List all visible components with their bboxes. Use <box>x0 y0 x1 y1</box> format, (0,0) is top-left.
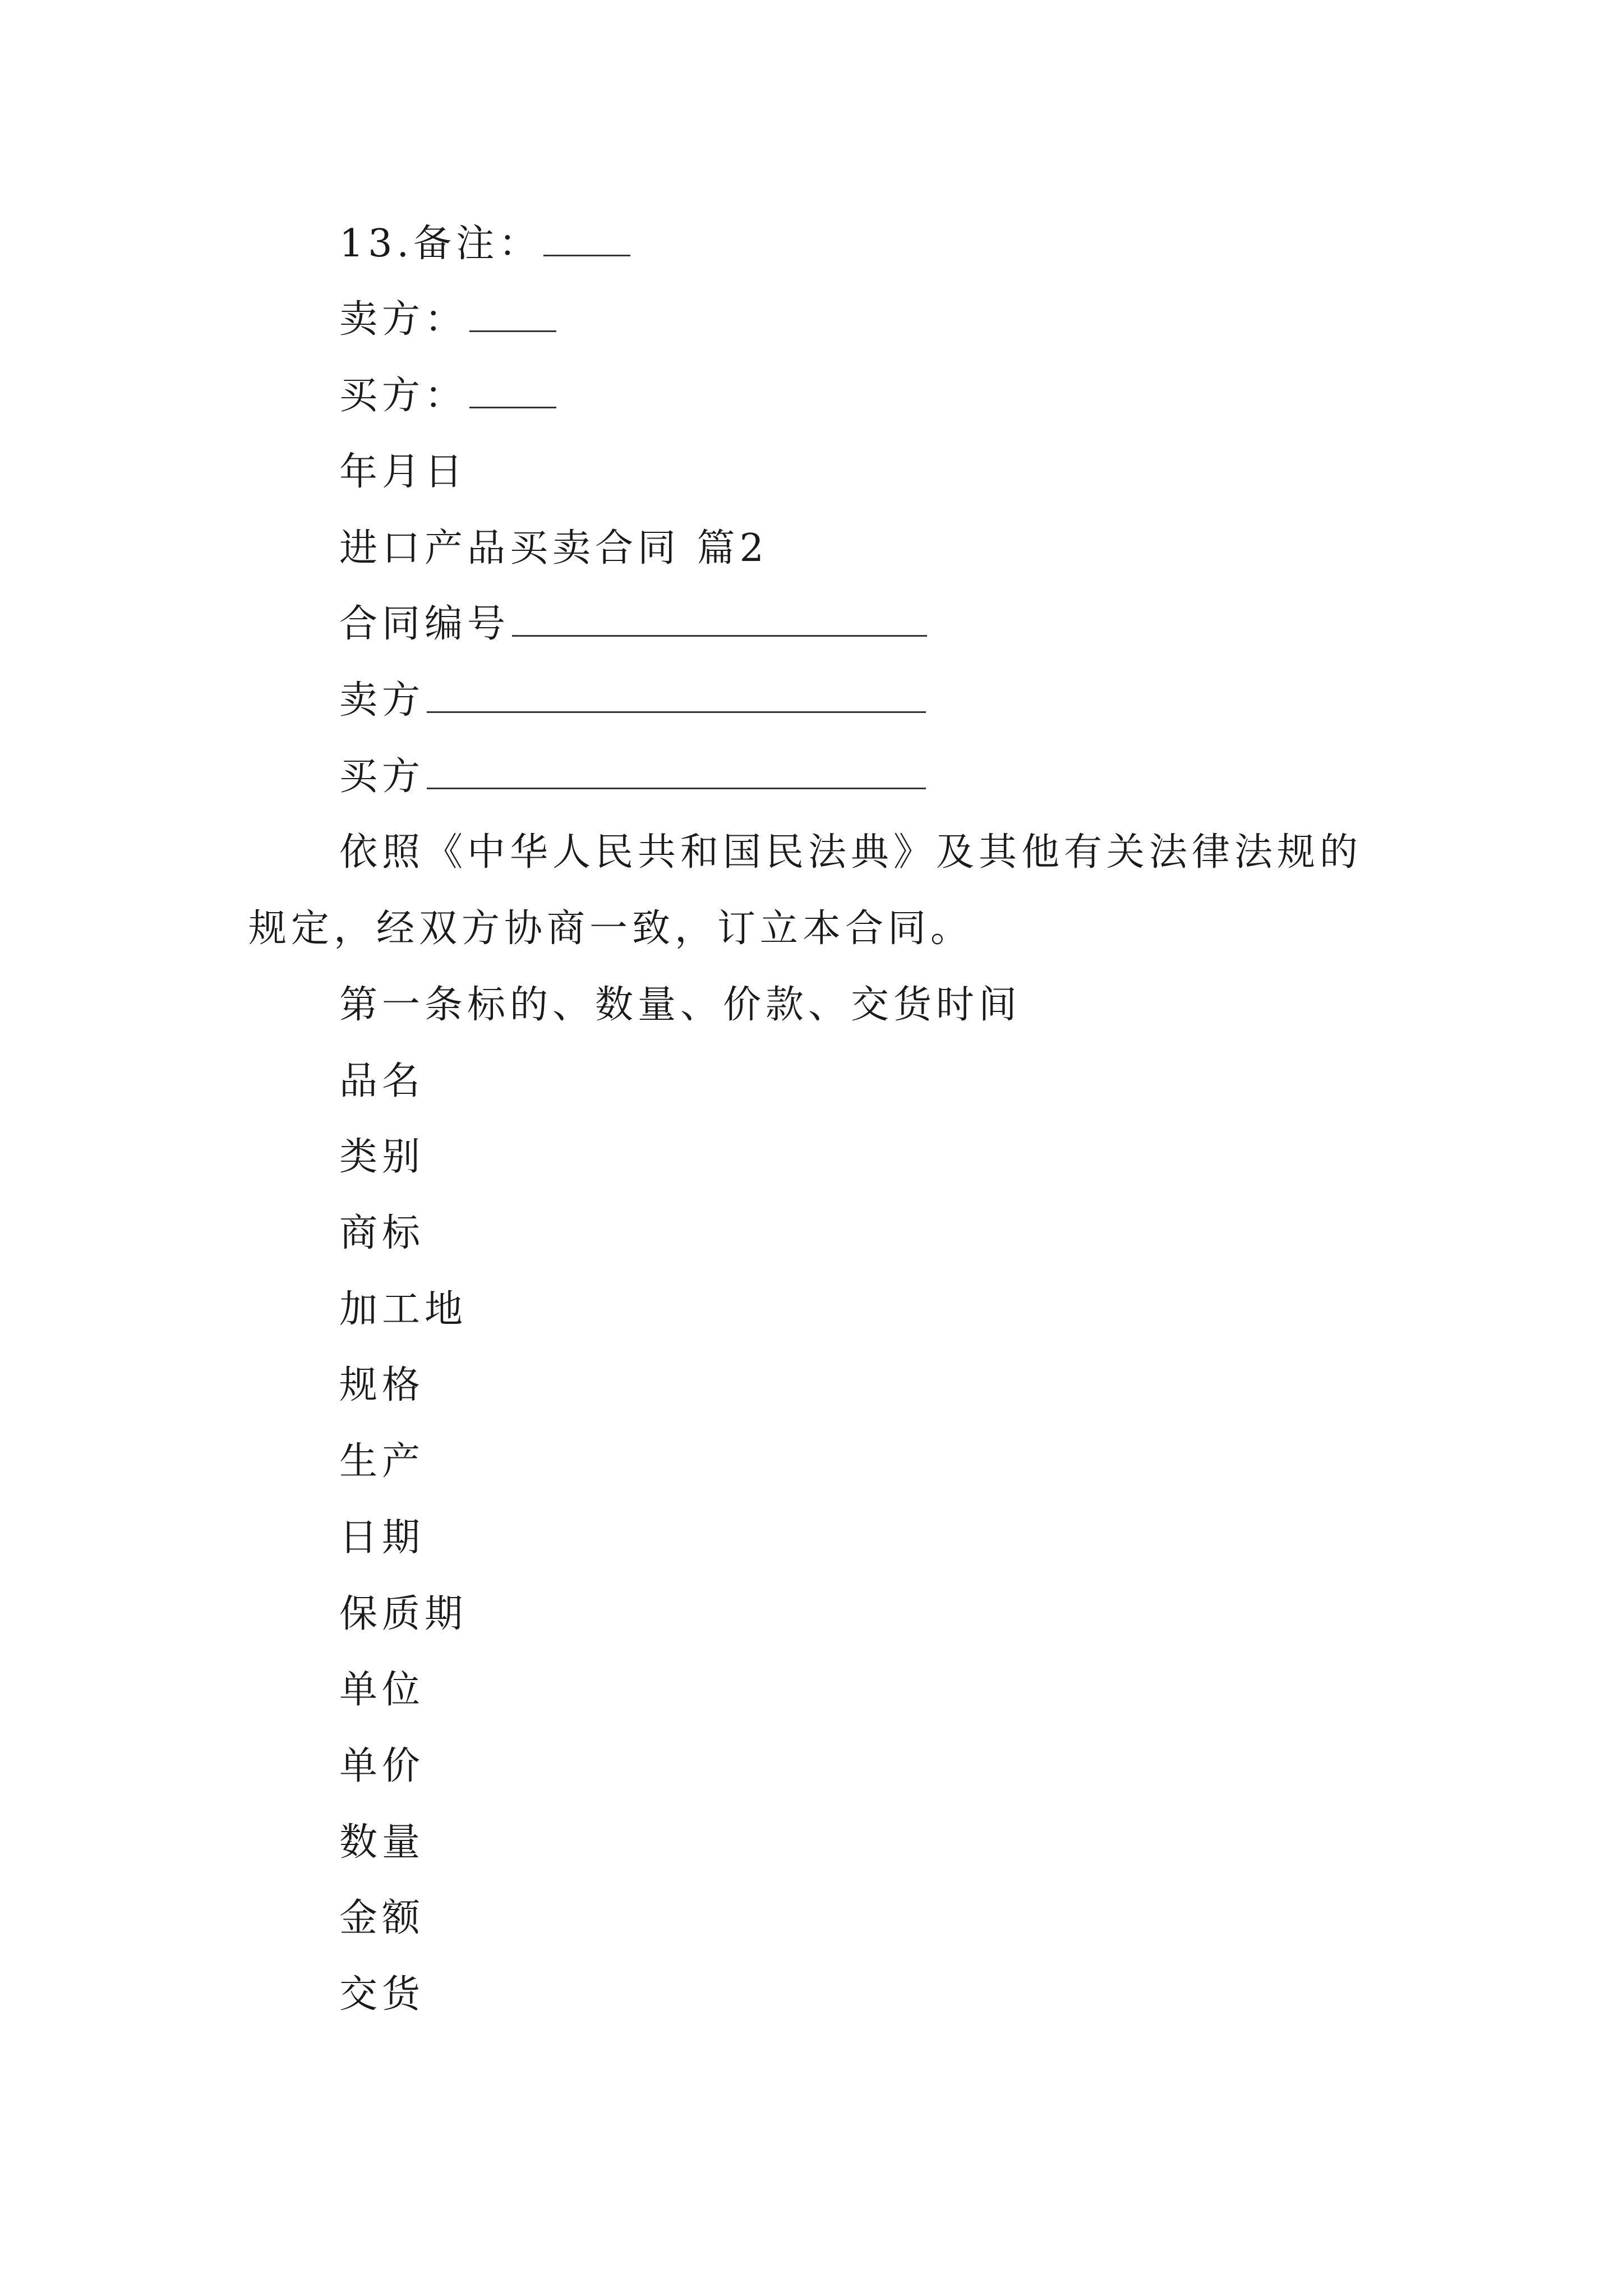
seller-signature-blank <box>469 299 556 332</box>
item-production: 生产 <box>339 1439 425 1484</box>
item-amount: 金额 <box>339 1896 425 1940</box>
remark-line <box>339 222 630 266</box>
seller-signature-line <box>339 297 556 342</box>
item-spec: 规格 <box>339 1363 425 1407</box>
buyer-line <box>339 754 926 799</box>
item-date: 日期 <box>339 1516 425 1560</box>
buyer-signature-blank <box>469 375 556 408</box>
item-trademark: 商标 <box>339 1211 425 1255</box>
remark-blank <box>543 223 630 256</box>
item-delivery: 交货 <box>339 1972 425 2017</box>
seller-blank <box>427 680 926 713</box>
seller-label: 卖方 <box>339 678 425 723</box>
seller-line <box>339 678 926 723</box>
item-name: 品名 <box>339 1059 425 1103</box>
contract-number-label: 合同编号 <box>339 602 510 646</box>
article-1-heading: 第一条标的、数量、价款、交货时间 <box>339 983 1022 1027</box>
buyer-signature-line <box>339 374 556 418</box>
basis-paragraph-line-2: 规定，经双方协商一致，订立本合同。 <box>248 907 974 951</box>
buyer-blank <box>427 756 926 789</box>
contract-number-line <box>339 602 927 647</box>
item-unit-price: 单价 <box>339 1744 425 1788</box>
date-line: 年月日 <box>339 450 468 494</box>
seller-signature-label: 卖方： <box>339 297 468 342</box>
buyer-signature-label: 买方： <box>339 374 468 418</box>
item-category: 类别 <box>339 1135 425 1179</box>
item-quantity: 数量 <box>339 1820 425 1865</box>
item-shelf-life: 保质期 <box>339 1592 468 1636</box>
item-unit: 单位 <box>339 1668 425 1712</box>
remark-label: 13.备注： <box>339 222 542 266</box>
contract-number-blank <box>512 604 927 637</box>
buyer-label: 买方 <box>339 754 425 799</box>
item-origin: 加工地 <box>339 1287 468 1332</box>
basis-paragraph-line-1: 依照《中华人民共和国民法典》及其他有关法律法规的 <box>339 830 1363 875</box>
section-title: 进口产品买卖合同 篇2 <box>339 526 768 570</box>
